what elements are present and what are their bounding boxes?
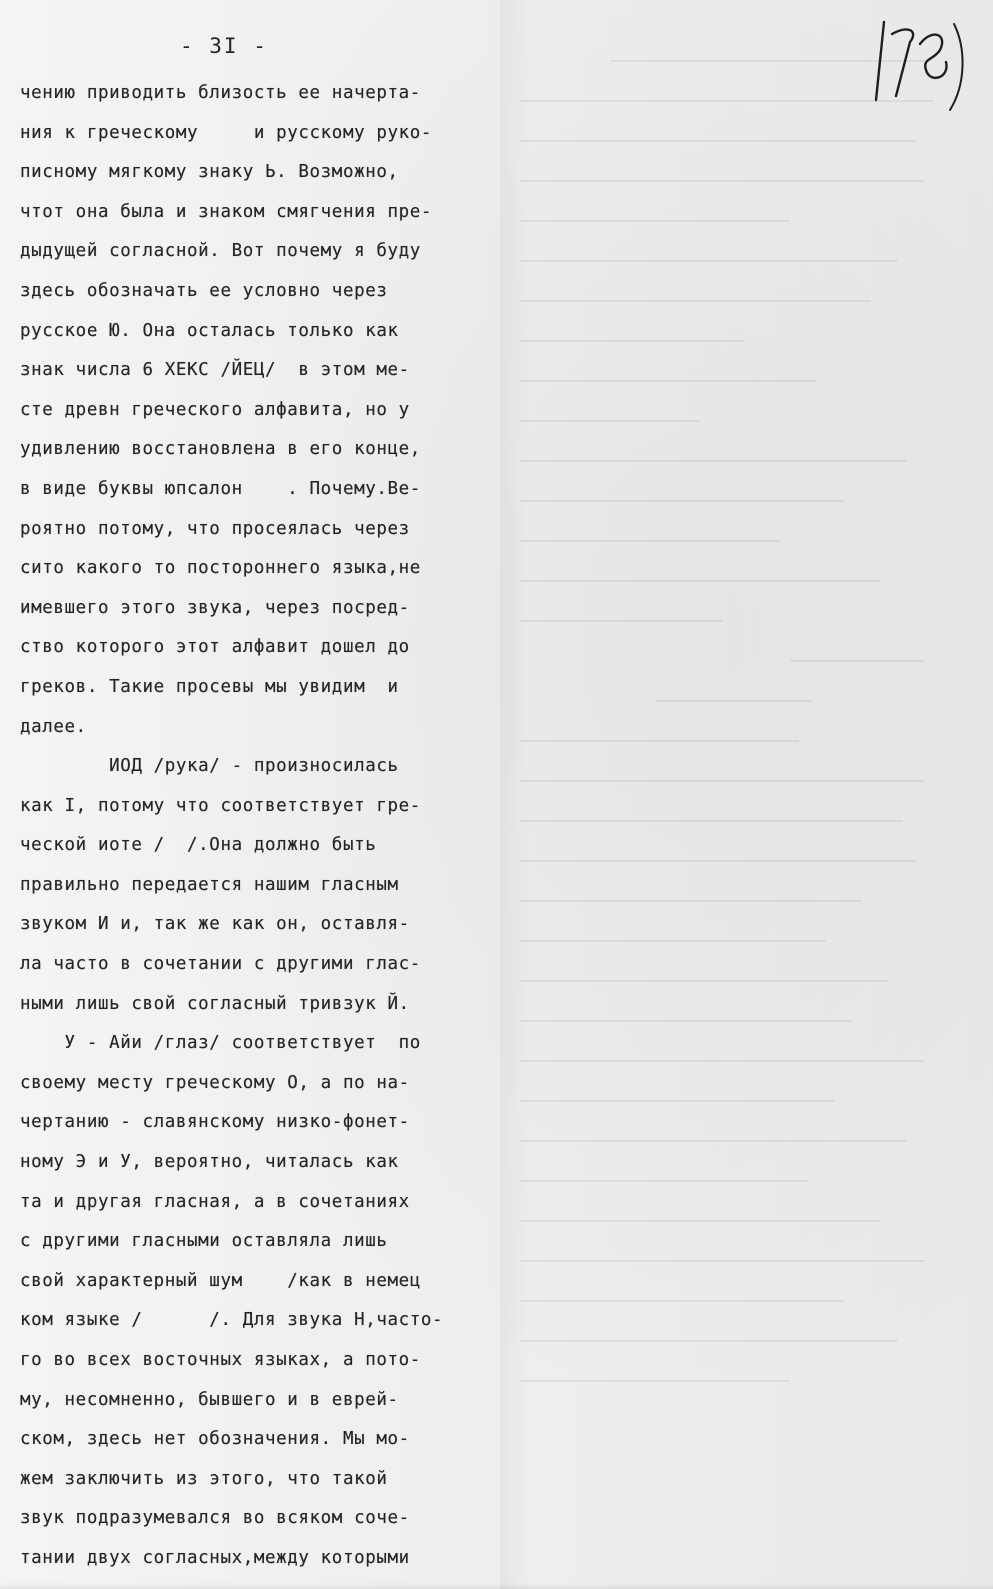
text-line: ному Э и У, вероятно, читалась как [20,1152,399,1173]
text-line: как I, потому что соответствует гре- [20,795,421,816]
bleed-through-text [520,60,970,1540]
text-line: ком языке / /. Для звука Н,часто- [20,1310,444,1331]
text-line: роятно потому, что просеялась через [20,518,410,539]
text-line: У - Айи /глаз/ соответствует по [20,1033,421,1054]
text-line: чертанию - славянскому низко-фонет- [20,1112,410,1133]
text-line: сте древн греческого алфавита, но у [20,399,410,420]
text-line: имевшего этого звука, через посред- [20,597,410,618]
text-line: жем заключить из этого, что такой [20,1468,388,1489]
text-line: греков. Такие просевы мы увидим и [20,676,399,697]
text-line: тании двух согласных,между которыми [20,1547,410,1568]
page-number: - 3I - [180,34,268,58]
text-line: го во всех восточных языках, а пото- [20,1350,421,1370]
text-line: своему месту греческому О, а по на- [20,1072,410,1093]
text-line: удивлению восстановлена в его конце, [20,439,421,460]
text-line: ческой иоте / /.Она должно быть [20,835,377,856]
text-line: здесь обозначать ее условно через [20,280,388,301]
text-line: ском, здесь нет обозначения. Мы мо- [20,1429,410,1450]
text-line: дыдущей согласной. Вот почему я буду [20,241,421,262]
typed-text-column [20,74,500,1579]
text-line: ния к греческому и русскому руко- [20,122,433,143]
text-line: чтот она была и знаком смягчения пре- [20,201,433,222]
text-line: далее. [20,716,87,737]
text-line: правильно передается нашим гласным [20,874,399,895]
text-line: звуком И и, так же как он, оставля- [20,914,410,935]
text-line: писному мягкому знаку Ь. Возможно, [20,162,399,183]
text-line: ство которого этот алфавит дошел до [20,637,410,658]
text-line: свой характерный шум /как в немец [20,1270,421,1291]
text-line: ла часто в сочетании с другими глас- [20,954,421,975]
text-line: та и другая гласная, а в сочетаниях [20,1191,410,1212]
text-line: русское Ю. Она осталась только как [20,320,399,341]
text-line: ными лишь свой согласный тривзук Й. [20,993,410,1014]
text-line: му, несомненно, бывшего и в еврей- [20,1389,399,1410]
text-line: сито какого то постороннего языка,не [20,558,421,579]
text-line: ИОД /рука/ - произносилась [20,756,399,777]
text-line: в виде буквы юпсалон . Почему.Ве- [20,478,421,499]
text-line: чению приводить близость ее начерта- [20,83,421,103]
text-line: с другими гласными оставляла лишь [20,1231,388,1252]
text-line: звук подразумевался во всяком соче- [20,1508,410,1529]
handwritten-archive-number [870,14,970,114]
page-bottom-edge [0,1582,993,1589]
text-line: знак числа 6 ХЕКС /ЙЕЦ/ в этом ме- [20,360,410,381]
